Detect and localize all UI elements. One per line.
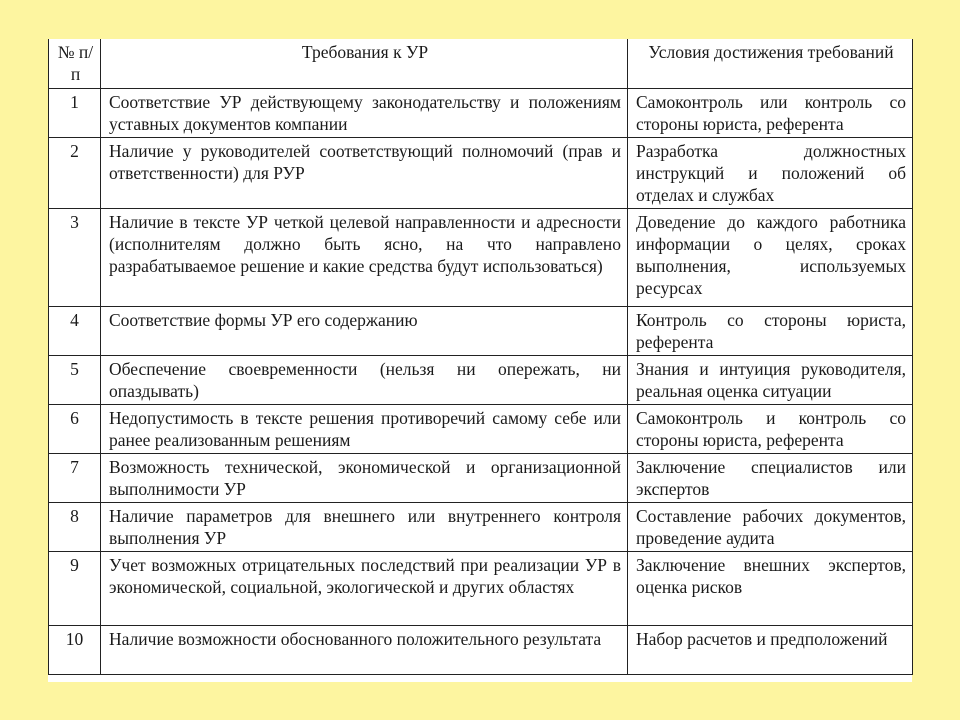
row-num: 4 [49, 306, 101, 355]
table-row [49, 208, 913, 306]
row-requirement: Соответствие УР действующему законодательству и положениям уставных документов компании [101, 88, 628, 137]
row-condition: Доведение до каждого работника информации о целях, сроках выполнения, используемых ресурсах [628, 208, 913, 306]
row-num: 2 [49, 137, 101, 208]
row-condition: Составление рабочих документов, проведение аудита [628, 502, 913, 551]
row-requirement: Обеспечение своевременности (нельзя ни опережать, ни опаздывать) [101, 355, 628, 404]
row-condition: Самоконтроль или контроль со стороны юриста, референта [628, 88, 913, 137]
table-row [49, 625, 913, 674]
header-num: № п/п [49, 39, 101, 88]
document-sheet [48, 39, 912, 682]
row-condition: Заключение внешних экспертов, оценка рисков [628, 551, 913, 625]
row-condition: Набор расчетов и предположений [628, 625, 913, 674]
row-condition: Самоконтроль и контроль со стороны юриста, референта [628, 404, 913, 453]
row-requirement: Недопустимость в тексте решения противоречий самому себе или ранее реализованным решениям [101, 404, 628, 453]
table-row [49, 404, 913, 453]
table-row [49, 551, 913, 625]
row-num: 10 [49, 625, 101, 674]
row-num: 7 [49, 453, 101, 502]
row-requirement: Наличие параметров для внешнего или внутреннего контроля выполнения УР [101, 502, 628, 551]
row-num: 6 [49, 404, 101, 453]
requirements-table [48, 39, 913, 675]
row-num: 5 [49, 355, 101, 404]
row-requirement: Возможность технической, экономической и организационной выполнимости УР [101, 453, 628, 502]
row-condition: Заключение специалистов или экспертов [628, 453, 913, 502]
header-row [49, 39, 913, 88]
header-requirement: Требования к УР [101, 39, 628, 88]
row-condition: Разработка должностных инструкций и положений об отделах и службах [628, 137, 913, 208]
row-condition: Знания и интуиция руководителя, реальная оценка ситуации [628, 355, 913, 404]
table-row [49, 306, 913, 355]
row-requirement: Учет возможных отрицательных последствий при реализации УР в экономической, социальной, экологической и других областях [101, 551, 628, 625]
table-row [49, 453, 913, 502]
row-requirement: Наличие у руководителей соответствующий полномочий (прав и ответственности) для РУР [101, 137, 628, 208]
table-row [49, 137, 913, 208]
row-requirement: Соответствие формы УР его содержанию [101, 306, 628, 355]
header-condition: Условия достижения требований [628, 39, 913, 88]
row-num: 9 [49, 551, 101, 625]
table-row [49, 502, 913, 551]
row-requirement: Наличие в тексте УР четкой целевой направленности и адресности (исполнителям должно быть ясно, на что направлено разрабатываемое решение и какие средства будут использоваться) [101, 208, 628, 306]
row-num: 3 [49, 208, 101, 306]
row-num: 1 [49, 88, 101, 137]
row-condition: Контроль со стороны юриста, референта [628, 306, 913, 355]
row-num: 8 [49, 502, 101, 551]
table-row [49, 355, 913, 404]
row-requirement: Наличие возможности обоснованного положительного результата [101, 625, 628, 674]
table-row [49, 88, 913, 137]
